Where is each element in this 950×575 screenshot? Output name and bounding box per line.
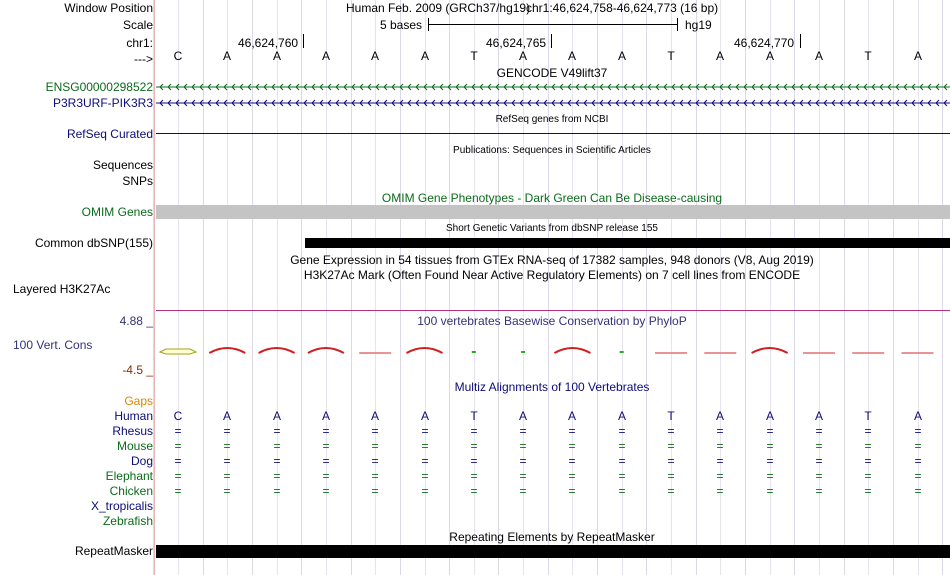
alignment-match: =: [273, 484, 281, 498]
alignment-match: =: [273, 439, 281, 453]
scale-bar-left: [428, 18, 429, 31]
alignment-match: =: [421, 469, 429, 483]
alignment-match: =: [667, 454, 675, 468]
tick-label-2: 46,624,765: [486, 36, 547, 50]
label-window-position: Window Position: [64, 1, 153, 15]
alignment-match: =: [914, 484, 922, 498]
alignment-match: =: [864, 469, 872, 483]
alignment-match: =: [421, 424, 429, 438]
phylop-mark: [259, 348, 295, 353]
human-base: A: [321, 409, 331, 423]
alignment-match: =: [815, 484, 823, 498]
alignment-match: =: [223, 484, 231, 498]
track-ensg-gene[interactable]: [156, 80, 950, 94]
alignment-match: =: [273, 454, 281, 468]
human-base: A: [567, 409, 577, 423]
tick-1: [303, 34, 304, 48]
cons-min-label: -4.5 _: [122, 363, 153, 377]
label-ensg[interactable]: ENSG00000298522: [45, 80, 153, 94]
alignment-match: =: [815, 469, 823, 483]
alignment-match: =: [864, 484, 872, 498]
phylop-mark: [160, 349, 196, 354]
phylop-mark: [209, 348, 245, 353]
track-p3r3urf-gene[interactable]: [156, 96, 950, 110]
alignment-match: =: [322, 439, 330, 453]
alignment-match: =: [815, 424, 823, 438]
alignment-match: =: [322, 454, 330, 468]
ruler-base: A: [814, 49, 824, 63]
alignment-match: =: [864, 439, 872, 453]
label-species-chicken[interactable]: Chicken: [109, 484, 153, 498]
human-base: A: [370, 409, 380, 423]
alignment-match: =: [815, 439, 823, 453]
alignment-match: =: [223, 469, 231, 483]
ruler-base: A: [370, 49, 380, 63]
alignment-match: =: [421, 454, 429, 468]
alignment-match: =: [568, 484, 576, 498]
alignment-match: =: [174, 424, 182, 438]
alignment-match: =: [223, 454, 231, 468]
alignment-match: =: [470, 424, 478, 438]
alignment-match: =: [766, 469, 774, 483]
track-title-dbsnp: Short Genetic Variants from dbSNP release 155: [446, 223, 658, 234]
label-separator: [154, 0, 155, 575]
track-title-phylop: 100 vertebrates Basewise Conservation by PhyloP: [417, 314, 687, 328]
alignment-match: =: [667, 424, 675, 438]
alignment-match: =: [667, 439, 675, 453]
alignment-match: =: [371, 439, 379, 453]
human-base: T: [864, 409, 872, 423]
phylop-mark: [308, 348, 344, 353]
assembly-text: Human Feb. 2009 (GRCh37/hg19): [346, 1, 531, 15]
track-title-multiz: Multiz Alignments of 100 Vertebrates: [454, 380, 650, 394]
scale-db: hg19: [685, 18, 712, 32]
ruler-base: A: [715, 49, 725, 63]
alignment-match: =: [716, 469, 724, 483]
human-base: A: [222, 409, 232, 423]
alignment-match: =: [322, 469, 330, 483]
track-h3k27ac-line[interactable]: [156, 310, 950, 311]
label-sequences[interactable]: Sequences: [92, 158, 153, 172]
alignment-match: =: [568, 439, 576, 453]
human-base: A: [814, 409, 824, 423]
alignment-match: =: [273, 424, 281, 438]
alignment-match: =: [667, 484, 675, 498]
label-refseq-curated[interactable]: RefSeq Curated: [66, 127, 153, 141]
tick-2: [551, 34, 552, 48]
label-species-zebrafish[interactable]: Zebrafish: [102, 514, 153, 528]
track-title-publications: Publications: Sequences in Scientific Articles: [453, 145, 651, 156]
ruler-base: A: [617, 49, 627, 63]
label-p3r3urf[interactable]: P3R3URF-PIK3R3: [52, 96, 153, 110]
alignment-match: =: [618, 484, 626, 498]
human-base: A: [420, 409, 430, 423]
alignment-match: =: [371, 454, 379, 468]
ruler-base: A: [272, 49, 282, 63]
human-base: A: [913, 409, 923, 423]
human-base: C: [173, 409, 183, 423]
alignment-match: =: [470, 439, 478, 453]
label-species-xtropicalis[interactable]: X_tropicalis: [90, 499, 153, 513]
label-omim-genes[interactable]: OMIM Genes: [81, 205, 153, 219]
ruler-base: A: [765, 49, 775, 63]
human-base: A: [272, 409, 282, 423]
human-base: A: [715, 409, 725, 423]
ruler-base: A: [420, 49, 430, 63]
track-dbsnp-bar[interactable]: [305, 238, 950, 248]
alignment-match: =: [470, 484, 478, 498]
track-title-omim: OMIM Gene Phenotypes - Dark Green Can Be Disease-causing: [381, 191, 723, 205]
alignment-match: =: [223, 424, 231, 438]
ruler-base: T: [470, 49, 478, 63]
alignment-match: =: [519, 469, 527, 483]
human-base: T: [667, 409, 675, 423]
label-scale: Scale: [122, 18, 153, 32]
ruler-base: A: [913, 49, 923, 63]
tick-label-1: 46,624,760: [238, 36, 299, 50]
label-strand-arrow: --->: [134, 52, 153, 66]
track-refseq-line[interactable]: [156, 133, 950, 134]
human-base: A: [617, 409, 627, 423]
cons-max-label: 4.88 _: [119, 314, 153, 328]
ruler-base: T: [864, 49, 872, 63]
alignment-match: =: [223, 439, 231, 453]
alignment-match: =: [914, 469, 922, 483]
alignment-match: =: [174, 469, 182, 483]
alignment-match: =: [273, 469, 281, 483]
phylop-mark: [752, 348, 788, 353]
scale-text: 5 bases: [380, 18, 423, 32]
alignment-match: =: [618, 424, 626, 438]
label-species-rhesus[interactable]: Rhesus: [112, 424, 153, 438]
track-title-h3k27ac: H3K27Ac Mark (Often Found Near Active Regulatory Elements) on 7 cell lines from ENCODE: [303, 268, 801, 282]
alignment-match: =: [716, 484, 724, 498]
human-base: T: [470, 409, 478, 423]
alignment-match: =: [766, 439, 774, 453]
alignment-match: =: [322, 424, 330, 438]
label-chr: chr1:: [126, 36, 153, 50]
alignment-match: =: [371, 424, 379, 438]
alignment-match: =: [568, 454, 576, 468]
human-base: A: [765, 409, 775, 423]
ruler-base: C: [173, 49, 183, 63]
alignment-match: =: [914, 439, 922, 453]
alignment-match: =: [815, 454, 823, 468]
alignment-match: =: [766, 424, 774, 438]
alignment-match: =: [914, 424, 922, 438]
alignment-match: =: [371, 469, 379, 483]
alignment-match: =: [914, 454, 922, 468]
track-title-gencode: GENCODE V49lift37: [496, 66, 608, 80]
label-species-human[interactable]: Human: [114, 409, 153, 423]
alignment-match: =: [519, 484, 527, 498]
alignment-match: =: [371, 484, 379, 498]
alignment-match: =: [618, 454, 626, 468]
alignment-match: =: [174, 484, 182, 498]
alignment-match: =: [421, 484, 429, 498]
tick-3: [800, 34, 801, 48]
scale-bar-right: [677, 18, 678, 31]
human-base: A: [518, 409, 528, 423]
label-gaps[interactable]: Gaps: [124, 394, 153, 408]
alignment-match: =: [618, 469, 626, 483]
label-layered-h3k27ac[interactable]: Layered H3K27Ac: [13, 282, 111, 296]
alignment-match: =: [470, 469, 478, 483]
track-title-gtex: Gene Expression in 54 tissues from GTEx RNA-seq of 17382 samples, 948 donors (V8, Aug 2019): [290, 253, 814, 267]
ruler-base: A: [321, 49, 331, 63]
alignment-match: =: [322, 484, 330, 498]
tick-label-3: 46,624,770: [734, 36, 795, 50]
alignment-match: =: [519, 454, 527, 468]
phylop-mark: [407, 348, 443, 353]
alignment-match: =: [174, 439, 182, 453]
ruler-base: A: [567, 49, 577, 63]
track-title-refseq: RefSeq genes from NCBI: [495, 114, 609, 125]
label-species-elephant[interactable]: Elephant: [105, 469, 153, 483]
label-common-dbsnp[interactable]: Common dbSNP(155): [34, 236, 153, 250]
ruler-base: A: [518, 49, 528, 63]
alignment-match: =: [174, 454, 182, 468]
phylop-mark: [554, 348, 590, 353]
label-100-vert-cons[interactable]: 100 Vert. Cons: [13, 338, 93, 352]
label-repeatmasker[interactable]: RepeatMasker: [74, 544, 153, 558]
alignment-match: =: [470, 454, 478, 468]
alignment-match: =: [864, 424, 872, 438]
ruler-base: T: [667, 49, 675, 63]
label-species-mouse[interactable]: Mouse: [116, 439, 153, 453]
label-species-dog[interactable]: Dog: [130, 454, 153, 468]
label-snps[interactable]: SNPs: [122, 174, 153, 188]
alignment-match: =: [766, 454, 774, 468]
alignment-match: =: [716, 454, 724, 468]
track-omim-bar[interactable]: [156, 205, 950, 219]
alignment-match: =: [716, 439, 724, 453]
alignment-match: =: [568, 424, 576, 438]
alignment-match: =: [716, 424, 724, 438]
alignment-match: =: [618, 439, 626, 453]
track-title-repeatmasker: Repeating Elements by RepeatMasker: [449, 530, 655, 544]
alignment-match: =: [766, 484, 774, 498]
track-repeatmasker-bar[interactable]: [156, 545, 950, 558]
alignment-match: =: [667, 469, 675, 483]
alignment-match: =: [864, 454, 872, 468]
track-phylop-plot[interactable]: [156, 340, 950, 360]
scale-bar: [428, 24, 678, 25]
alignment-match: =: [519, 439, 527, 453]
alignment-match: =: [519, 424, 527, 438]
alignment-match: =: [568, 469, 576, 483]
position-text: chr1:46,624,758-46,624,773 (16 bp): [526, 1, 719, 15]
ruler-base: A: [222, 49, 232, 63]
alignment-match: =: [421, 439, 429, 453]
